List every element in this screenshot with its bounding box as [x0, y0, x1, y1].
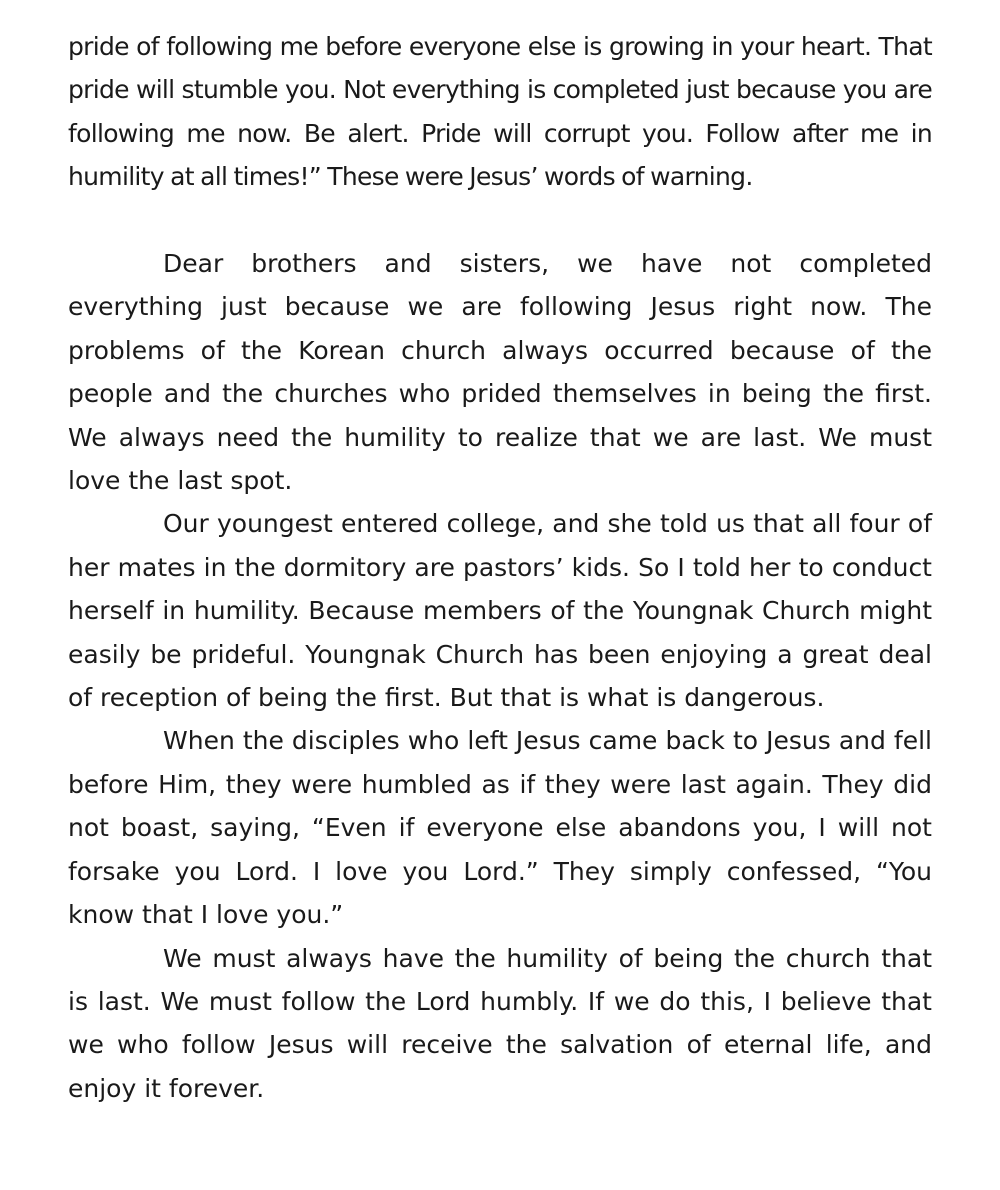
paragraph-4: When the disciples who left Jesus came back to Jesus and fell before Him, they were humbled as if they were last again. They did not boast, saying, “Even if everyone else abandons you, I will not forsake you Lord. I love you Lord.” They simply confessed, “You know that I love you.”: [68, 726, 932, 930]
paragraph-5: We must always have the humility of being the church that is last. We must follow the Lord humbly. If we do this, I believe that we who follow Jesus will receive the salvation of eternal life, and enjoy it forever.: [68, 943, 932, 1103]
paragraph-3: Our youngest entered college, and she told us that all four of her mates in the dormitory are pastors’ kids. So I told her to conduct herself in humility. Because members of the Youngnak Church might easily be prideful. Youngnak Church has been enjoying a great deal of reception of being the first. But that is what is dangerous.: [68, 509, 932, 713]
document-page: [68, 25, 932, 1110]
paragraph-1: pride of following me before everyone else is growing in your heart. That pride will stumble you. Not everything is completed just because you are following me now. Be alert. Pride will corrupt you. Follow after me in humility at all times!” These were Jesus’ words of warning.: [68, 32, 932, 192]
paragraph-2: Dear brothers and sisters, we have not completed everything just because we are following Jesus right now. The problems of the Korean church always occurred because of the people and the churches who prided themselves in being the first. We always need the humility to realize that we are last. We must love the last spot.: [68, 249, 932, 496]
